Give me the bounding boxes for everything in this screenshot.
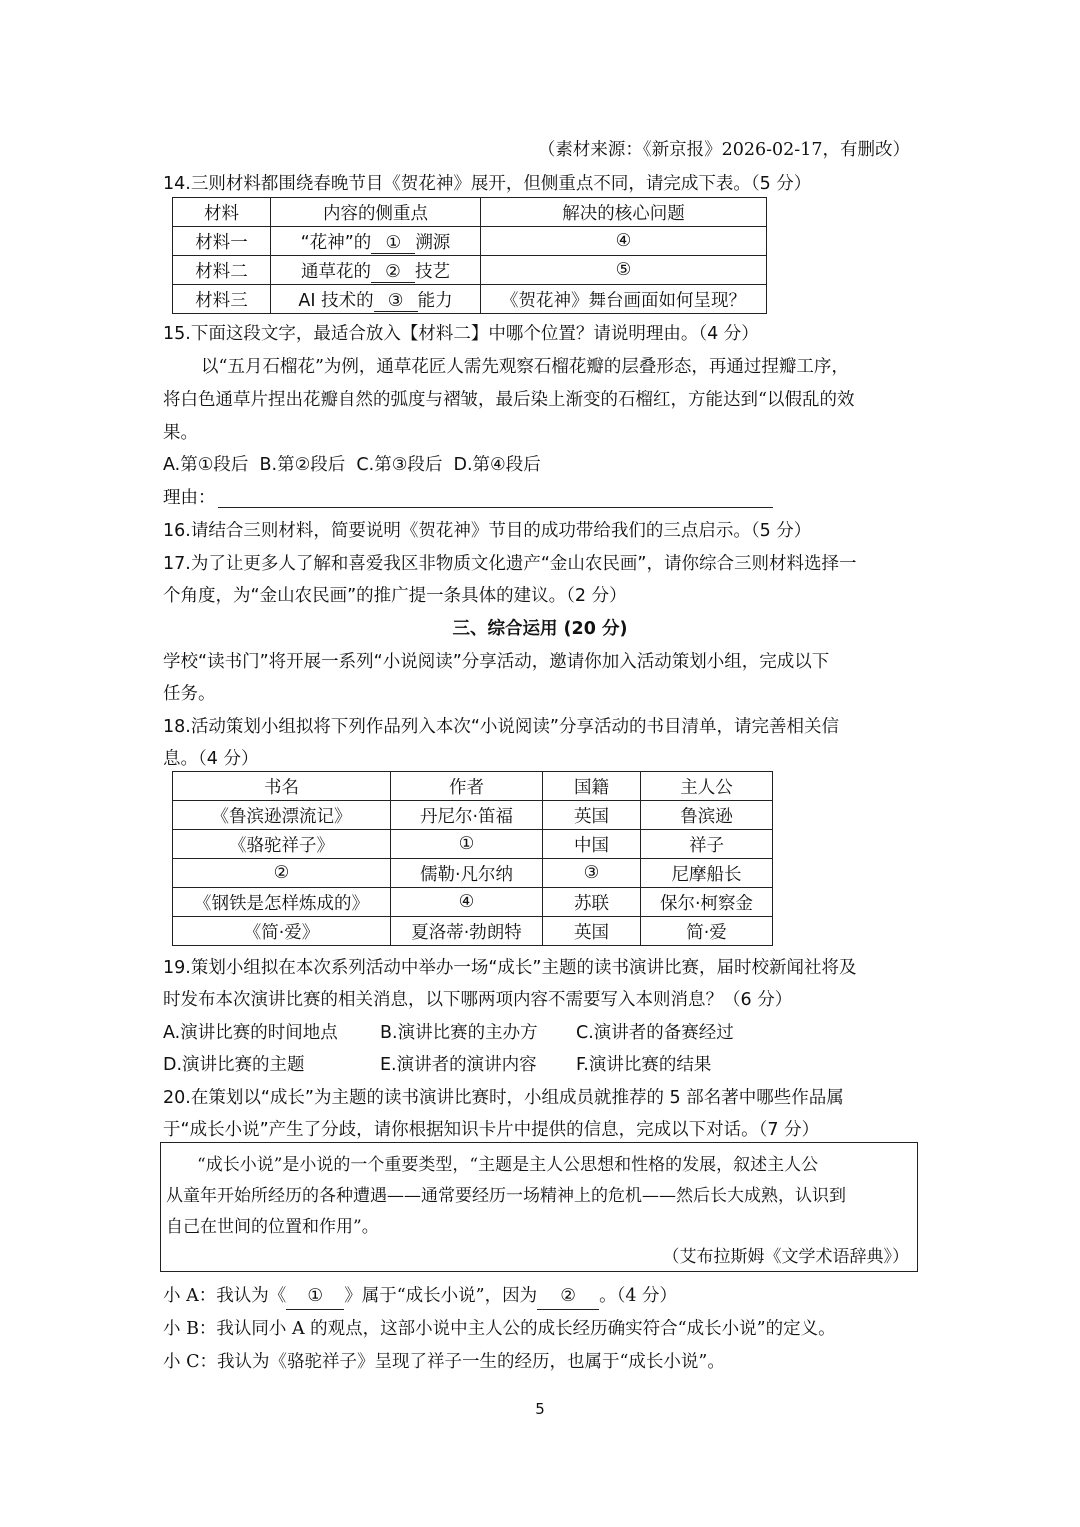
paragraph-line: 将白色通草片捏出花瓣自然的弧度与褶皱，最后染上渐变的石榴红，方能达到“以假乱的效 (163, 390, 855, 410)
table-cell: 《简·爱》 (173, 917, 391, 946)
dialogue-b: 小 B：我认同小 A 的观点，这部小说中主人公的成长经历确实符合“成长小说”的定义。 (163, 1319, 836, 1339)
table-cell: ④ (481, 227, 767, 256)
table-cell: 夏洛蒂·勃朗特 (391, 917, 543, 946)
table-row (173, 227, 767, 256)
dialogue-a-middle: 》属于“成长小说”，因为 (344, 1286, 538, 1306)
page-number: 5 (535, 1400, 545, 1418)
table-cell: 《骆驼祥子》 (173, 830, 391, 859)
table-cell: 材料三 (173, 285, 271, 314)
table-cell: ① (391, 830, 543, 859)
table-cell: 英国 (543, 801, 641, 830)
card-line: 自己在世间的位置和作用”。 (166, 1217, 379, 1237)
table-cell: ② (173, 859, 391, 888)
section-intro-line: 学校“读书门”将开展一系列“小说阅读”分享活动，邀请你加入活动策划小组，完成以下 (163, 652, 830, 672)
table-header-cell: 主人公 (641, 772, 773, 801)
table-cell: ⑤ (481, 256, 767, 285)
table-cell: 《鲁滨逊漂流记》 (173, 801, 391, 830)
question-15-options: A.第①段后 B.第②段后 C.第③段后 D.第④段后 (163, 455, 541, 475)
table-cell (271, 227, 481, 256)
table-header-cell: 内容的侧重点 (271, 198, 481, 227)
table-row (173, 830, 773, 859)
focus-prefix: AI 技术的 (298, 290, 374, 311)
option-f: F.演讲比赛的结果 (576, 1055, 712, 1075)
section-title: 三、综合运用 (20 分) (452, 619, 628, 639)
table-cell: ④ (391, 888, 543, 917)
table-cell: 材料二 (173, 256, 271, 285)
table-header-cell: 书名 (173, 772, 391, 801)
blank-book: ① (286, 1283, 344, 1310)
table-cell: 鲁滨逊 (641, 801, 773, 830)
question-18-line: 息。（4 分） (163, 749, 259, 769)
card-line: 从童年开始所经历的各种遭遇——通常要经历一场精神上的危机——然后长大成熟，认识到 (166, 1186, 846, 1206)
table-cell: 《贺花神》舞台画面如何呈现？ (481, 285, 767, 314)
option-c: C.演讲者的备赛经过 (576, 1023, 734, 1043)
question-18-line: 18.活动策划小组拟将下列作品列入本次“小说阅读”分享活动的书目清单，请完善相关信 (163, 717, 839, 737)
dialogue-a (163, 1283, 677, 1310)
book-list-table (172, 771, 773, 946)
section-intro-line: 任务。 (163, 684, 216, 704)
option-d: D.演讲比赛的主题 (163, 1055, 305, 1075)
table-cell: 中国 (543, 830, 641, 859)
table-row (173, 285, 767, 314)
focus-prefix: 通草花的 (301, 261, 371, 282)
table-row (173, 256, 767, 285)
focus-suffix: 技艺 (415, 261, 450, 282)
table-cell: 材料一 (173, 227, 271, 256)
blank-1: ① (371, 233, 415, 254)
table-cell: 祥子 (641, 830, 773, 859)
question-15-text: 15.下面这段文字，最适合放入【材料二】中哪个位置？请说明理由。（4 分） (163, 324, 759, 344)
question-17-line: 个角度，为“金山农民画”的推广提一条具体的建议。（2 分） (163, 586, 627, 606)
table-header-row (173, 198, 767, 227)
table-row (173, 801, 773, 830)
dialogue-a-suffix: 。（4 分） (599, 1286, 678, 1306)
table-header-cell: 国籍 (543, 772, 641, 801)
focus-prefix: “花神”的 (300, 232, 372, 253)
knowledge-card (160, 1142, 918, 1272)
reason-label: 理由： (163, 488, 216, 508)
source-note: （素材来源：《新京报》2026-02-17，有删改） (537, 140, 910, 160)
dialogue-c: 小 C：我认为《骆驼祥子》呈现了祥子一生的经历，也属于“成长小说”。 (163, 1352, 725, 1372)
card-line: “成长小说”是小说的一个重要类型，“主题是主人公思想和性格的发展，叙述主人公 (197, 1155, 819, 1175)
table-row (173, 888, 773, 917)
table-cell (271, 256, 481, 285)
table-header-cell: 作者 (391, 772, 543, 801)
table-cell: 英国 (543, 917, 641, 946)
paragraph-line: 果。 (163, 423, 198, 443)
option-a: A.演讲比赛的时间地点 (163, 1023, 338, 1043)
option-b: B.演讲比赛的主办方 (380, 1023, 538, 1043)
question-17-line: 17.为了让更多人了解和喜爱我区非物质文化遗产“金山农民画”，请你综合三则材料选择一 (163, 554, 857, 574)
blank-2: ② (371, 262, 415, 283)
table-row (173, 859, 773, 888)
dialogue-a-prefix: 小 A：我认为《 (163, 1286, 287, 1306)
table-cell: ③ (543, 859, 641, 888)
table-cell: 简·爱 (641, 917, 773, 946)
question-14-text: 14.三则材料都围绕春晚节目《贺花神》展开，但侧重点不同，请完成下表。（5 分） (163, 174, 812, 194)
blank-3: ③ (374, 291, 418, 312)
question-20-line: 于“成长小说”产生了分歧，请你根据知识卡片中提供的信息，完成以下对话。（7 分） (163, 1120, 820, 1140)
table-cell: 保尔·柯察金 (641, 888, 773, 917)
table-cell: 丹尼尔·笛福 (391, 801, 543, 830)
table-header-cell: 材料 (173, 198, 271, 227)
answer-line (218, 507, 773, 508)
focus-suffix: 溯源 (415, 232, 451, 253)
card-source: （艾布拉斯姆《文学术语辞典》） (662, 1247, 909, 1267)
focus-suffix: 能力 (417, 290, 453, 311)
table-cell: 《钢铁是怎样炼成的》 (173, 888, 391, 917)
question-16-text: 16.请结合三则材料，简要说明《贺花神》节目的成功带给我们的三点启示。（5 分） (163, 521, 812, 541)
question-19-line: 19.策划小组拟在本次系列活动中举办一场“成长”主题的读书演讲比赛，届时校新闻社将及 (163, 958, 857, 978)
blank-reason: ② (537, 1283, 599, 1310)
table-header-cell: 解决的核心问题 (481, 198, 767, 227)
table-cell: 尼摩船长 (641, 859, 773, 888)
table-cell: 儒勒·凡尔纳 (391, 859, 543, 888)
table-cell (271, 285, 481, 314)
option-e: E.演讲者的演讲内容 (380, 1055, 537, 1075)
table-cell: 苏联 (543, 888, 641, 917)
question-19-line: 时发布本次演讲比赛的相关消息，以下哪两项内容不需要写入本则消息？（6 分） (163, 990, 793, 1010)
table-header-row (173, 772, 773, 801)
question-14-table (172, 197, 767, 314)
table-row (173, 917, 773, 946)
question-20-line: 20.在策划以“成长”为主题的读书演讲比赛时，小组成员就推荐的 5 部名著中哪些作品属 (163, 1088, 844, 1108)
paragraph-line: 以“五月石榴花”为例，通草花匠人需先观察石榴花瓣的层叠形态，再通过捏瓣工序， (201, 357, 849, 377)
